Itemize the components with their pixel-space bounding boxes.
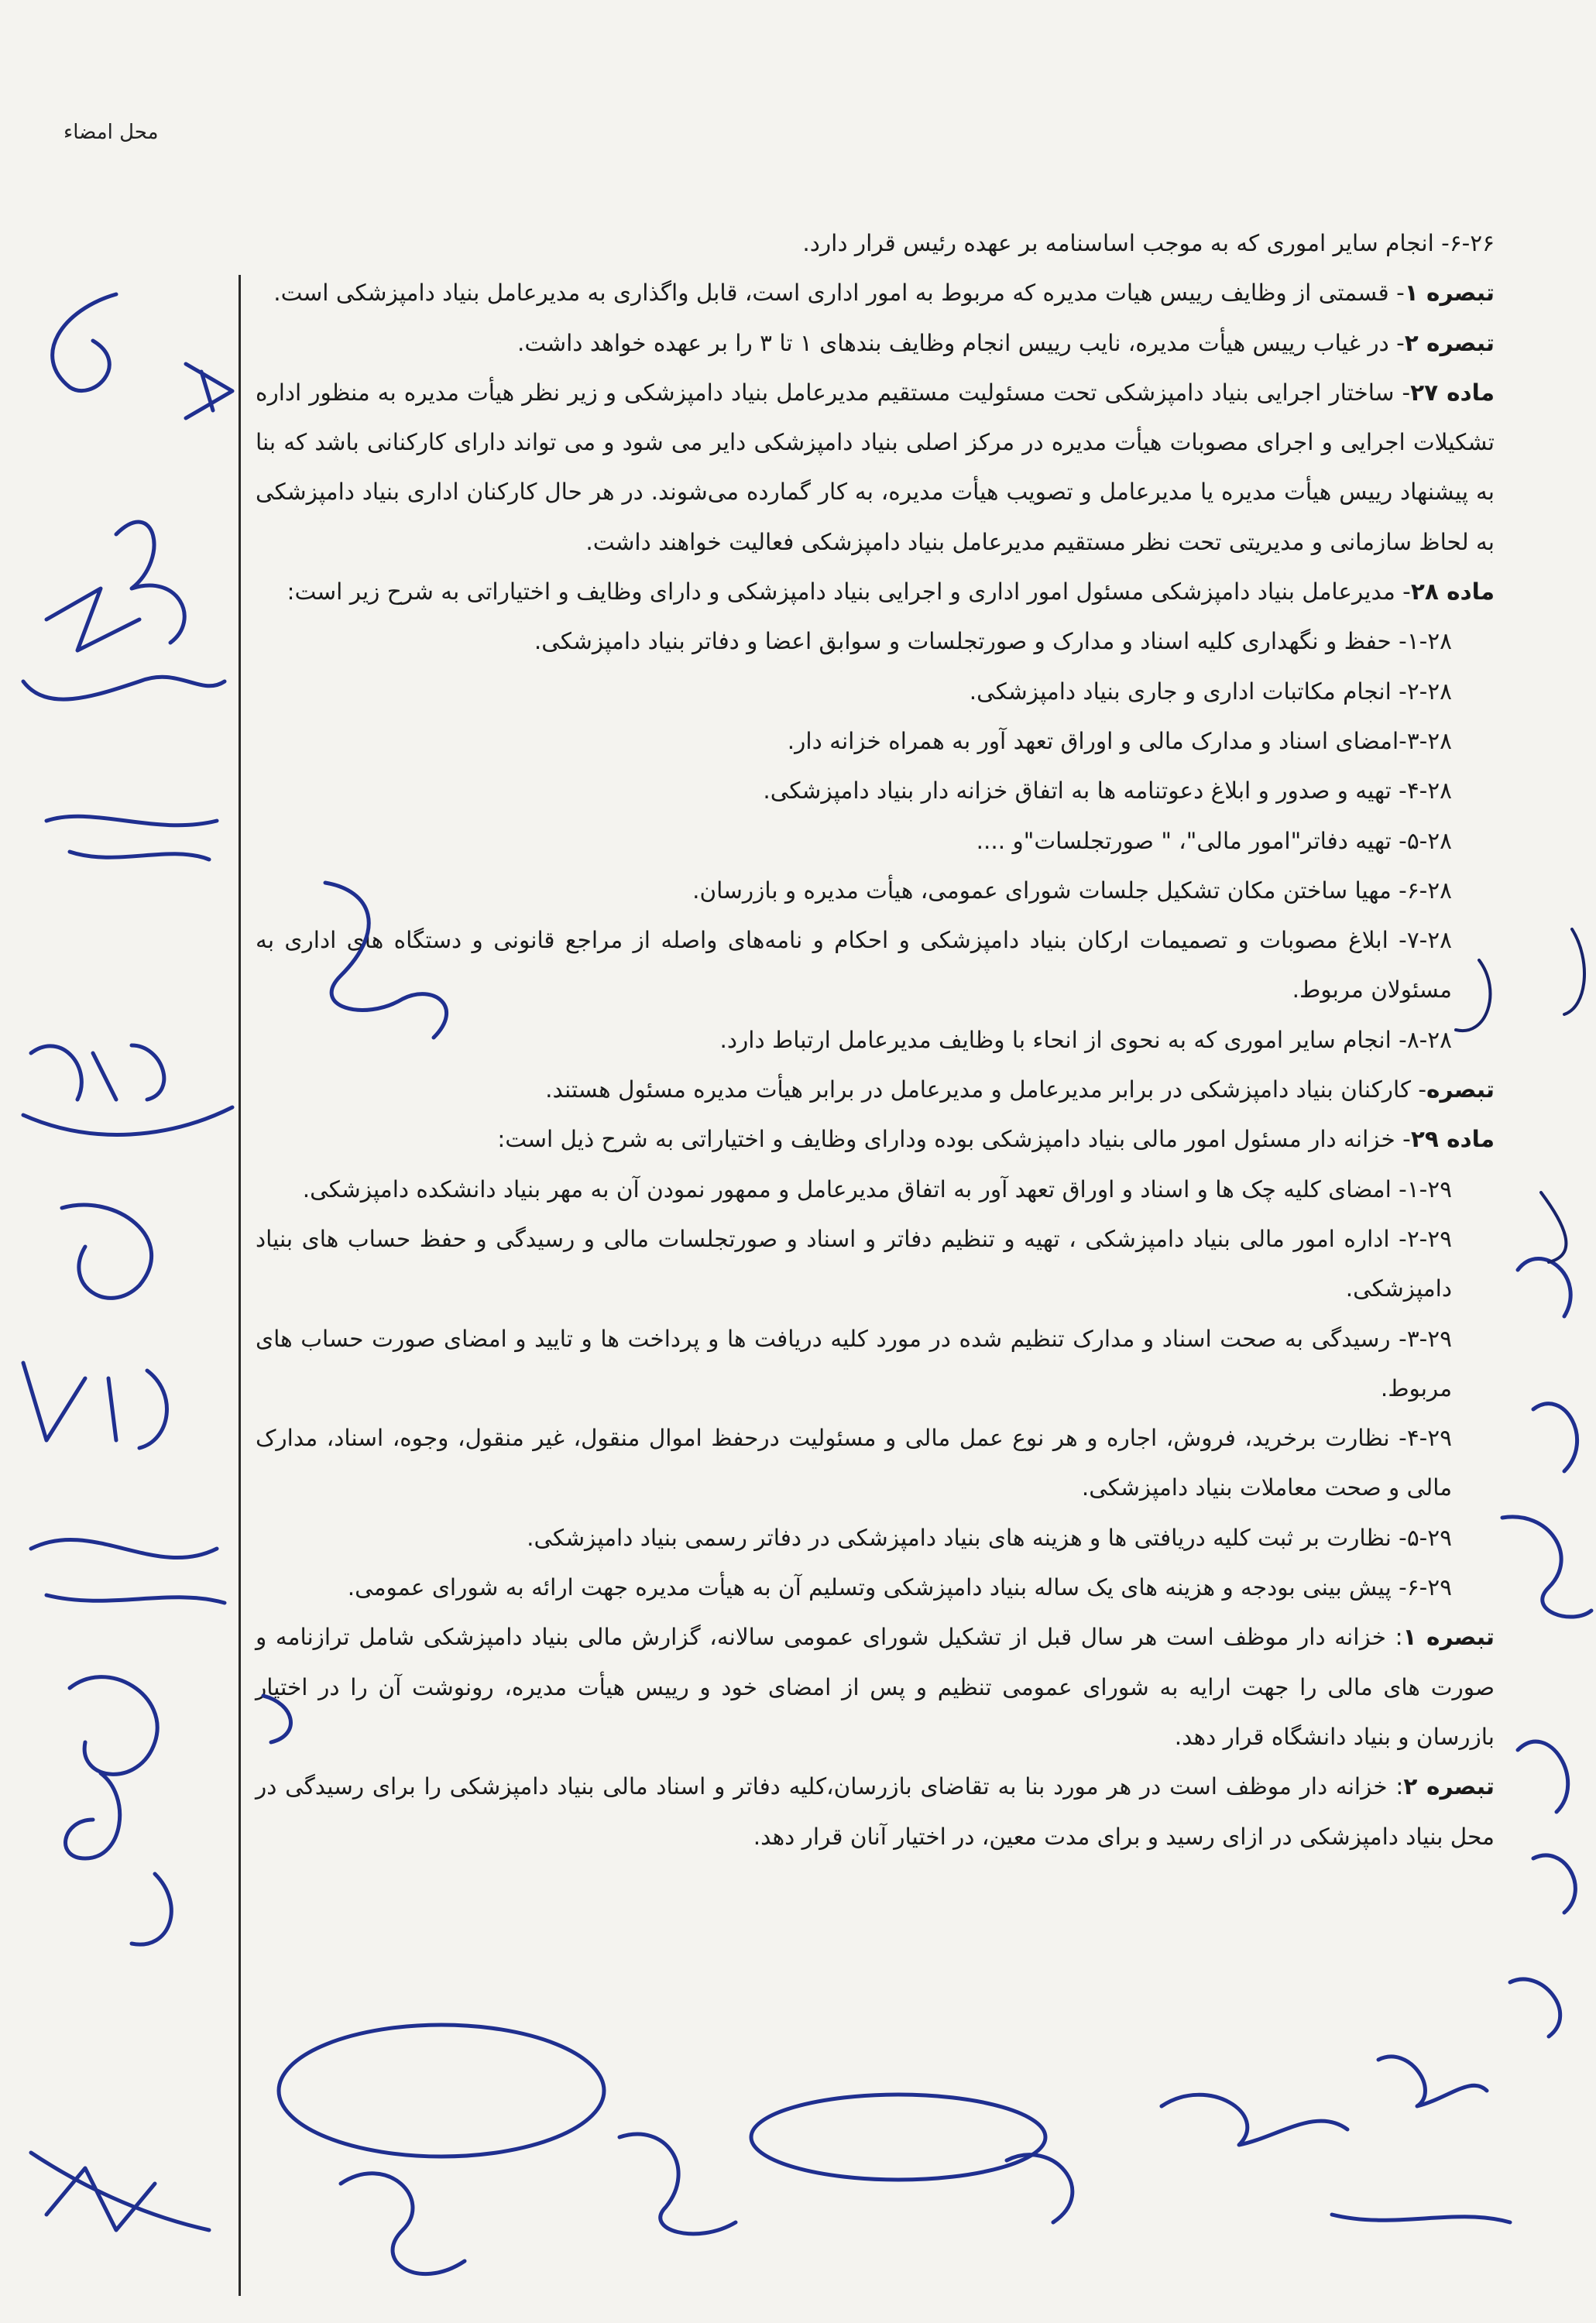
clause-heading-paragraph bbox=[256, 567, 1495, 616]
document-body bbox=[256, 218, 1495, 1861]
signature-mark bbox=[23, 1363, 166, 1448]
clause-heading-paragraph bbox=[256, 1762, 1495, 1861]
signature-mark bbox=[66, 1773, 120, 1858]
clause-text: : خزانه دار موظف است در هر مورد بنا به تقاضای بازرسان،کلیه دفاتر و اسناد مالی بنیاد دامپزشکی را برای رسیدگی در محل بنیاد دامپزشکی در ازای رسید و برای مدت معین، در اختیار آنان قرار دهد. bbox=[256, 1773, 1495, 1850]
clause-paragraph bbox=[256, 1015, 1495, 1065]
clause-paragraph bbox=[256, 1314, 1495, 1414]
clause-text: ۵-۲۸- تهیه دفاتر"امور مالی"، " صورتجلسات"و .... bbox=[976, 827, 1452, 854]
signature-mark bbox=[31, 1539, 225, 1603]
clause-heading-paragraph bbox=[256, 1114, 1495, 1164]
clause-text: ۶-۲۶- انجام سایر اموری که به موجب اساسنامه بر عهده رئیس قرار دارد. bbox=[802, 230, 1495, 256]
signature-mark bbox=[31, 2153, 209, 2230]
clause-text: ۳-۲۹- رسیدگی به صحت اسناد و مدارک تنظیم شده در مورد کلیه دریافت ها و پرداخت ها و تایید و امضای صورت حساب های مربوط. bbox=[256, 1325, 1452, 1402]
clause-text: ۲-۲۹- اداره امور مالی بنیاد دامپزشکی ، تهیه و تنظیم دفاتر و اسناد و صورتجلسات مالی و رسیدگی و حفظ حساب های بنیاد دامپزشکی. bbox=[256, 1225, 1452, 1302]
signature-mark bbox=[1541, 1192, 1566, 1262]
signature-mark bbox=[186, 364, 232, 418]
clause-heading: تبصره bbox=[1426, 1076, 1495, 1103]
clause-text: ۲-۲۸- انجام مکاتبات اداری و جاری بنیاد دامپزشکی. bbox=[969, 678, 1452, 705]
signature-mark bbox=[46, 816, 217, 860]
clause-text: - در غیاب رییس هیأت مدیره، نایب رییس انجام وظایف بندهای ۱ تا ۳ را بر عهده خواهد داشت. bbox=[517, 329, 1405, 356]
clause-paragraph bbox=[256, 1513, 1495, 1563]
signature-mark bbox=[1510, 1979, 1560, 2036]
clause-text: ۱-۲۸- حفظ و نگهداری کلیه اسناد و مدارک و صورتجلسات و سوابق اعضا و دفاتر بنیاد دامپزشکی. bbox=[534, 628, 1452, 655]
margin-rule bbox=[239, 275, 241, 2296]
clause-heading: ماده ۲۹ bbox=[1410, 1126, 1495, 1153]
clause-heading: تبصره ۱ bbox=[1402, 1624, 1495, 1651]
clause-heading: تبصره ۱ bbox=[1404, 280, 1495, 307]
clause-text: ۶-۲۹- پیش بینی بودجه و هزینه های یک ساله بنیاد دامپزشکی وتسلیم آن به هیأت مدیره جهت ارائه به شورای عمومی. bbox=[347, 1574, 1452, 1601]
clause-heading-paragraph bbox=[256, 318, 1495, 368]
clause-paragraph bbox=[256, 766, 1495, 815]
clause-text: - قسمتی از وظایف رییس هیات مدیره که مربوط به امور اداری است، قابل واگذاری به مدیرعامل بنیاد دامپزشکی است. bbox=[273, 280, 1405, 307]
signature-mark bbox=[1518, 1741, 1575, 1913]
signature-mark bbox=[53, 294, 116, 391]
clause-text: - کارکنان بنیاد دامپزشکی در برابر مدیرعامل و مدیرعامل در برابر هیأت مدیره مسئول هستند. bbox=[545, 1076, 1427, 1103]
signature-mark bbox=[1378, 2057, 1487, 2106]
clause-text: - مدیرعامل بنیاد دامپزشکی مسئول امور اداری و اجرایی بنیاد دامپزشکی و دارای وظایف و اختیاراتی به شرح زیر است: bbox=[287, 578, 1411, 606]
signature-area-label: محل امضاء bbox=[63, 121, 159, 144]
clause-paragraph bbox=[256, 1413, 1495, 1513]
signature-mark bbox=[1518, 1258, 1570, 1316]
clause-paragraph bbox=[256, 218, 1495, 268]
clause-text: ۵-۲۹- نظارت بر ثبت کلیه دریافتی ها و هزینه های بنیاد دامپزشکی در دفاتر رسمی بنیاد دامپزشکی. bbox=[527, 1524, 1452, 1551]
clause-paragraph bbox=[256, 1165, 1495, 1214]
clause-text: : خزانه دار موظف است هر سال قبل از تشکیل شورای عمومی سالانه، گزارش مالی بنیاد دامپزشکی شامل ترازنامه و صورت های مالی را جهت ارایه به شورای عمومی تنظیم و پس از امضای خود و رییس هیأت مدیره، رونوشت آن را در اختیار بازرسان و بنیاد دانشگاه قرار دهد. bbox=[256, 1624, 1495, 1750]
signature-mark bbox=[1564, 929, 1584, 1014]
clause-paragraph bbox=[256, 1214, 1495, 1314]
clause-paragraph bbox=[256, 915, 1495, 1015]
signature-mark bbox=[341, 2174, 465, 2274]
clause-text: ۴-۲۸- تهیه و صدور و ابلاغ دعوتنامه ها به اتفاق خزانه دار بنیاد دامپزشکی. bbox=[763, 777, 1452, 805]
signature-mark bbox=[46, 588, 139, 650]
clause-heading-paragraph bbox=[256, 1612, 1495, 1762]
clause-heading: ماده ۲۸ bbox=[1410, 578, 1495, 606]
clause-heading-paragraph bbox=[256, 268, 1495, 317]
clause-text: - خزانه دار مسئول امور مالی بنیاد دامپزشکی بوده ودارای وظایف و اختیاراتی به شرح ذیل است: bbox=[497, 1126, 1411, 1153]
clause-heading-paragraph bbox=[256, 1065, 1495, 1114]
signature-mark bbox=[1502, 1517, 1591, 1617]
clause-paragraph bbox=[256, 816, 1495, 866]
signature-mark bbox=[116, 522, 184, 643]
clause-text: ۷-۲۸- ابلاغ مصوبات و تصمیمات ارکان بنیاد دامپزشکی و احکام و نامه‌های واصله از مراجع قانونی و دستگاه های اداری به مسئولان مربوط. bbox=[256, 927, 1452, 1004]
signature-mark bbox=[62, 1205, 152, 1298]
clause-text: ۸-۲۸- انجام سایر اموری که به نحوی از انحاء با وظایف مدیرعامل ارتباط دارد. bbox=[719, 1026, 1452, 1053]
signature-mark bbox=[70, 1677, 157, 1775]
clause-paragraph bbox=[256, 716, 1495, 766]
clause-text: - ساختار اجرایی بنیاد دامپزشکی تحت مسئولیت مستقیم مدیرعامل بنیاد دامپزشکی و زیر نظر هیأت مدیره به منظور اداره تشکیلات اجرایی و اجرای مصوبات هیأت مدیره در مرکز اصلی بنیاد دامپزشکی دایر می شود و می تواند دارای کارکنانی باشد که بنا به پیشنهاد رییس هیأت مدیره یا مدیرعامل و تصویب هیأت مدیره، به کار گمارده می‌شوند. در هر حال کارکنان اداری بنیاد دامپزشکی به لحاظ سازمانی و مدیریتی تحت نظر مستقیم مدیرعامل بنیاد دامپزشکی فعالیت خواهند داشت. bbox=[256, 379, 1495, 555]
clause-text: ۶-۲۸- مهیا ساختن مکان تشکیل جلسات شورای عمومی، هیأت مدیره و بازرسان. bbox=[692, 877, 1452, 904]
signature-oval bbox=[751, 2095, 1045, 2180]
signature-mark bbox=[1332, 2215, 1510, 2222]
clause-paragraph bbox=[256, 616, 1495, 666]
clause-paragraph bbox=[256, 866, 1495, 915]
signature-mark bbox=[23, 677, 225, 699]
clause-heading: تبصره ۲ bbox=[1403, 1773, 1495, 1800]
clause-text: ۱-۲۹- امضای کلیه چک ها و اسناد و اوراق تعهد آور به اتفاق مدیرعامل و ممهور نمودن آن به مهر بنیاد دانشکده دامپزشکی. bbox=[302, 1175, 1452, 1203]
clause-paragraph bbox=[256, 1563, 1495, 1612]
clause-heading-paragraph bbox=[256, 368, 1495, 567]
clause-text: ۳-۲۸-امضای اسناد و مدارک مالی و اوراق تعهد آور به همراه خزانه دار. bbox=[787, 727, 1452, 754]
signature-mark bbox=[1533, 1404, 1577, 1471]
signature-oval bbox=[279, 2025, 604, 2157]
clause-paragraph bbox=[256, 667, 1495, 716]
signature-mark bbox=[620, 2134, 736, 2234]
signature-mark bbox=[1007, 2155, 1073, 2222]
clause-text: ۴-۲۹- نظارت برخرید، فروش، اجاره و هر نوع عمل مالی و مسئولیت درحفظ اموال منقول، غیر منقول، وجوه، اسناد، مدارک مالی و صحت معاملات بنیاد دامپزشکی. bbox=[256, 1425, 1452, 1501]
clause-heading: ماده ۲۷ bbox=[1410, 379, 1495, 406]
signature-mark bbox=[132, 1874, 171, 1944]
signature-mark bbox=[1162, 2095, 1347, 2145]
signature-mark bbox=[23, 1107, 232, 1134]
signature-mark bbox=[31, 1045, 164, 1100]
clause-heading: تبصره ۲ bbox=[1404, 329, 1495, 356]
